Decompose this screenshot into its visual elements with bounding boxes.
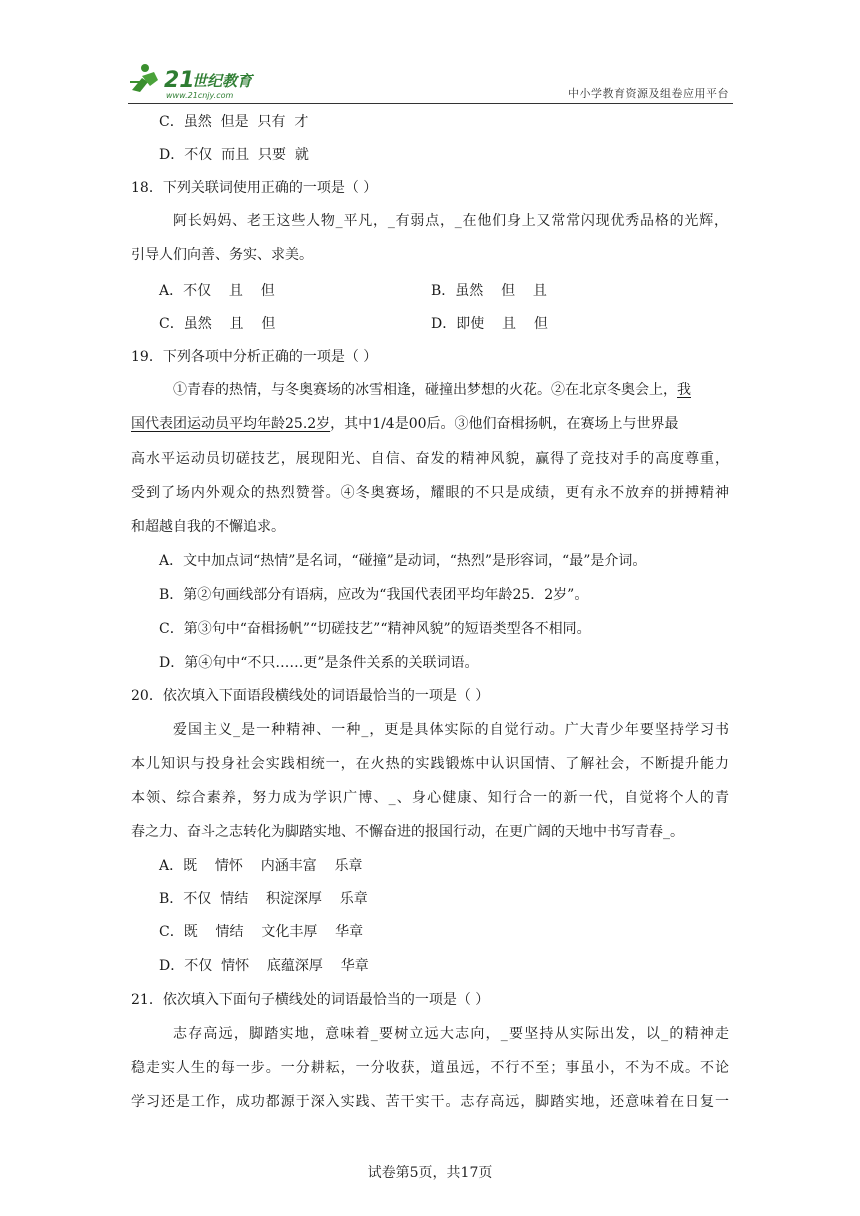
q19-passage-text: ①青春的热情，与冬奥赛场的冰雪相逢，碰撞出梦想的火花。②在北京冬奥会上， — [173, 382, 677, 398]
q19-passage-line — [173, 380, 691, 400]
q20-passage-line: 爱国主义_是一种精神、一种_，更是具体实际的自觉行动。广大青少年要坚持学习书 — [173, 722, 729, 738]
q19-passage-text: ，其中1/4是00后。③他们奋楫扬帆，在赛场上与世界最 — [330, 416, 679, 432]
q19-passage-line — [131, 414, 679, 434]
q19-passage-line: 和超越自我的不懈追求。 — [131, 519, 285, 535]
q21-passage-line: 志存高远，脚踏实地，意味着_要树立远大志向，_要坚持从实际出发，以_的精神走 — [173, 1026, 729, 1042]
svg-text:21: 21 — [164, 68, 195, 93]
q17-option-c: C．虽然 但是 只有 才 — [159, 114, 309, 130]
site-logo — [128, 60, 288, 100]
q19-underlined-text: 我 — [677, 382, 691, 398]
q18-passage-line: 引导人们向善、务实、求美。 — [131, 247, 313, 263]
q19-passage-line: 受到了场内外观众的热烈赞誉。④冬奥赛场，耀眼的不只是成绩，更有永不放弃的拼搏精神 — [131, 485, 729, 501]
q19-option-d: D．第④句中“不只……更”是条件关系的关联词语。 — [159, 655, 479, 671]
svg-text:世纪教育: 世纪教育 — [192, 72, 253, 90]
q20-option-a: A．既 情怀 内涵丰富 乐章 — [159, 858, 363, 874]
q19-option-b: B．第②句画线部分有语病，应改为“我国代表团平均年龄25．2岁”。 — [159, 587, 589, 603]
q20-option-d: D．不仅 情怀 底蕴深厚 华章 — [159, 958, 369, 974]
svg-text:www.21cnjy.com: www.21cnjy.com — [166, 91, 234, 100]
q17-option-d: D．不仅 而且 只要 就 — [159, 147, 309, 163]
q18-option-b: B．虽然 但 且 — [431, 283, 547, 299]
q19-option-c: C．第③句中“奋楫扬帆”“切磋技艺”“精神风貌”的短语类型各不相同。 — [159, 621, 591, 637]
q19-stem: 19．下列各项中分析正确的一项是（ ） — [131, 349, 378, 365]
q18-passage-line: 阿长妈妈、老王这些人物_平凡，_有弱点，_在他们身上又常常闪现优秀品格的光辉， — [173, 213, 728, 229]
page-number: 试卷第5页，共17页 — [367, 1165, 493, 1181]
page-header — [128, 58, 733, 104]
platform-name: 中小学教育资源及组卷应用平台 — [568, 87, 729, 100]
q20-passage-line: 本儿知识与投身社会实践相统一，在火热的实践锻炼中认识国情、了解社会，不断提升能力 — [131, 756, 729, 772]
q20-passage-line: 本领、综合素养，努力成为学识广博、_、身心健康、知行合一的新一代，自觉将个人的青 — [131, 790, 729, 806]
logo-graphic — [128, 60, 288, 100]
q20-passage-line: 春之力、奋斗之志转化为脚踏实地、不懈奋进的报国行动，在更广阔的天地中书写青春_。 — [131, 824, 684, 840]
q19-passage-line: 高水平运动员切磋技艺，展现阳光、自信、奋发的精神风貌，赢得了竞技对手的高度尊重， — [131, 451, 729, 467]
q21-stem: 21．依次填入下面句子横线处的词语最恰当的一项是（ ） — [131, 992, 490, 1008]
q20-stem: 20．依次填入下面语段横线处的词语最恰当的一项是（ ） — [131, 688, 490, 704]
q20-option-c: C．既 情结 文化丰厚 华章 — [159, 924, 364, 940]
q21-passage-line: 学习还是工作，成功都源于深入实践、苦干实干。志存高远，脚踏实地，还意味着在日复一 — [131, 1094, 729, 1110]
q18-stem: 18．下列关联词使用正确的一项是（ ） — [131, 180, 378, 196]
q19-option-a: A．文中加点词“热情”是名词，“碰撞”是动词，“热烈”是形容词，“最”是介词。 — [159, 553, 647, 569]
q20-option-b: B．不仅 情结 积淀深厚 乐章 — [159, 891, 368, 907]
q19-underlined-text: 国代表团运动员平均年龄25.2岁 — [131, 416, 331, 432]
q18-option-c: C．虽然 且 但 — [159, 316, 276, 332]
q21-passage-line: 稳走实人生的每一步。一分耕耘，一分收获，道虽远，不行不至；事虽小，不为不成。不论 — [131, 1060, 729, 1076]
q18-option-d: D．即使 且 但 — [431, 316, 548, 332]
q18-option-a: A．不仅 且 但 — [159, 283, 275, 299]
